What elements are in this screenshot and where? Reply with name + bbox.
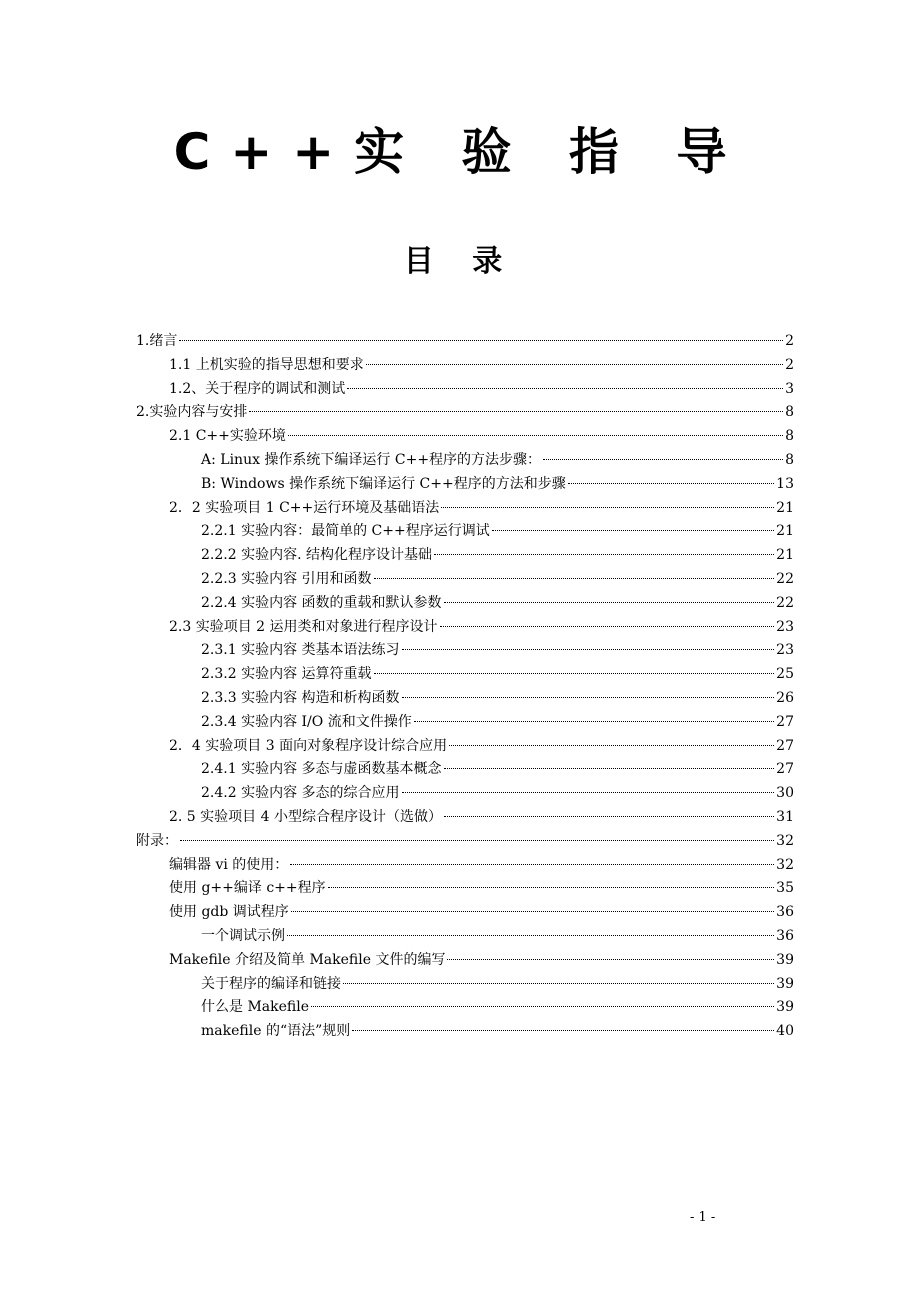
toc-entry-label: 2.3.2 实验内容 运算符重载	[201, 666, 372, 683]
toc-entry-page: 27	[776, 737, 794, 754]
toc-dot-leader	[249, 411, 783, 412]
toc-entry-label: 2．4 实验项目 3 面向对象程序设计综合应用	[169, 737, 448, 754]
toc-heading: 目 录	[403, 244, 517, 279]
toc-entry-label: 2.3 实验项目 2 运用类和对象进行程序设计	[169, 618, 438, 635]
toc-entry-page: 23	[776, 642, 794, 659]
toc-entry-label: 2.1 C++实验环境	[169, 428, 286, 445]
document-title: C++实 验 指 导	[173, 123, 747, 181]
toc-dot-leader	[374, 578, 775, 579]
toc-entry[interactable]	[136, 568, 794, 592]
toc-entry[interactable]	[136, 663, 794, 687]
toc-entry-page: 3	[785, 380, 794, 397]
toc-dot-leader	[328, 887, 775, 888]
toc-entry-label: 1.绪言	[136, 333, 178, 349]
toc-dot-leader	[288, 435, 783, 436]
toc-entry[interactable]	[136, 592, 794, 616]
toc-dot-leader	[543, 459, 783, 460]
toc-dot-leader	[444, 768, 775, 769]
toc-entry-page: 32	[776, 856, 794, 873]
toc-dot-leader	[441, 507, 774, 508]
toc-entry[interactable]	[136, 687, 794, 711]
toc-entry-label: 1.2、关于程序的调试和测试	[169, 380, 346, 397]
toc-entry-label: 2.4.1 实验内容 多态与虚函数基本概念	[201, 761, 442, 778]
toc-entry[interactable]	[136, 830, 794, 854]
toc-entry[interactable]	[136, 473, 794, 497]
toc-entry-page: 39	[776, 951, 794, 968]
toc-dot-leader	[366, 364, 783, 365]
toc-entry-page: 21	[776, 547, 794, 564]
toc-entry[interactable]	[136, 520, 794, 544]
toc-entry[interactable]	[136, 1020, 794, 1044]
toc-entry[interactable]	[136, 616, 794, 640]
toc-entry-label: 一个调试示例	[201, 927, 285, 944]
toc-entry-page: 26	[776, 689, 794, 706]
toc-entry-page: 22	[776, 594, 794, 611]
toc-entry-label: 1.1 上机实验的指导思想和要求	[169, 356, 364, 373]
toc-entry-label: makefile 的“语法”规则	[201, 1023, 351, 1040]
toc-dot-leader	[179, 340, 783, 341]
toc-dot-leader	[374, 673, 775, 674]
toc-entry-page: 2	[785, 356, 794, 373]
toc-entry-page: 36	[776, 927, 794, 944]
toc-entry-label: 2.4.2 实验内容 多态的综合应用	[201, 785, 400, 802]
toc-entry[interactable]	[136, 854, 794, 878]
toc-entry-label: Makefile 介绍及简单 Makefile 文件的编写	[169, 951, 446, 968]
toc-dot-leader	[287, 935, 774, 936]
toc-entry-page: 30	[776, 785, 794, 802]
table-of-contents	[136, 330, 794, 1044]
toc-entry-page: 27	[776, 713, 794, 730]
toc-entry-page: 40	[776, 1023, 794, 1040]
toc-entry-page: 22	[776, 570, 794, 587]
toc-entry[interactable]	[136, 901, 794, 925]
toc-dot-leader	[352, 1030, 774, 1031]
toc-entry[interactable]	[136, 996, 794, 1020]
toc-entry-label: 2. 5 实验项目 4 小型综合程序设计（选做）	[169, 808, 442, 825]
page-number: - 1 -	[690, 1210, 716, 1225]
toc-dot-leader	[444, 602, 775, 603]
toc-entry-page: 21	[776, 499, 794, 516]
toc-entry-page: 27	[776, 761, 794, 778]
toc-entry-label: B: Windows 操作系统下编译运行 C++程序的方法和步骤	[201, 475, 566, 492]
toc-entry-label: 2.3.1 实验内容 类基本语法练习	[201, 642, 400, 659]
toc-entry-page: 8	[785, 428, 794, 445]
toc-entry-page: 21	[776, 523, 794, 540]
toc-dot-leader	[402, 792, 775, 793]
toc-entry[interactable]	[136, 449, 794, 473]
toc-dot-leader	[291, 911, 774, 912]
toc-dot-leader	[568, 483, 774, 484]
toc-entry-label: 2.2.3 实验内容 引用和函数	[201, 570, 372, 587]
toc-entry[interactable]	[136, 806, 794, 830]
toc-entry[interactable]	[136, 497, 794, 521]
toc-dot-leader	[180, 840, 774, 841]
toc-entry[interactable]	[136, 758, 794, 782]
toc-dot-leader	[311, 1006, 774, 1007]
toc-entry-label: 2.2.2 实验内容. 结构化程序设计基础	[201, 547, 432, 564]
toc-entry-page: 23	[776, 618, 794, 635]
toc-dot-leader	[402, 697, 775, 698]
toc-entry[interactable]	[136, 711, 794, 735]
toc-entry-label: 关于程序的编译和链接	[201, 975, 341, 992]
toc-entry[interactable]	[136, 354, 794, 378]
toc-dot-leader	[449, 745, 774, 746]
toc-dot-leader	[402, 649, 775, 650]
toc-entry-page: 8	[785, 451, 794, 468]
toc-entry[interactable]	[136, 735, 794, 759]
toc-entry[interactable]	[136, 973, 794, 997]
toc-entry[interactable]	[136, 877, 794, 901]
toc-entry-label: 2．2 实验项目 1 C++运行环境及基础语法	[169, 499, 440, 516]
toc-dot-leader	[440, 626, 775, 627]
toc-entry-page: 31	[776, 808, 794, 825]
toc-dot-leader	[492, 530, 774, 531]
toc-entry[interactable]	[136, 330, 794, 354]
toc-entry[interactable]	[136, 639, 794, 663]
toc-entry-page: 32	[776, 832, 794, 849]
toc-entry-page: 2	[785, 333, 794, 349]
toc-entry-label: 什么是 Makefile	[201, 999, 310, 1016]
toc-entry-page: 39	[776, 975, 794, 992]
toc-entry[interactable]	[136, 949, 794, 973]
toc-dot-leader	[414, 721, 774, 722]
toc-entry-label: 2.2.1 实验内容：最简单的 C++程序运行调试	[201, 523, 490, 540]
toc-dot-leader	[290, 864, 774, 865]
toc-entry-page: 35	[776, 880, 794, 897]
toc-entry[interactable]	[136, 378, 794, 402]
toc-entry[interactable]	[136, 782, 794, 806]
toc-entry-page: 8	[785, 404, 794, 421]
toc-entry[interactable]	[136, 425, 794, 449]
toc-entry[interactable]	[136, 544, 794, 568]
toc-entry-label: 2.实验内容与安排	[136, 404, 248, 421]
toc-entry-label: A: Linux 操作系统下编译运行 C++程序的方法步骤：	[201, 451, 542, 468]
toc-entry-page: 36	[776, 904, 794, 921]
toc-entry-label: 2.2.4 实验内容 函数的重载和默认参数	[201, 594, 442, 611]
toc-entry[interactable]	[136, 401, 794, 425]
toc-entry-label: 2.3.3 实验内容 构造和析构函数	[201, 689, 400, 706]
toc-dot-leader	[434, 554, 774, 555]
toc-dot-leader	[347, 388, 783, 389]
toc-dot-leader	[444, 816, 774, 817]
toc-entry-label: 使用 gdb 调试程序	[169, 904, 289, 921]
toc-entry-page: 13	[776, 475, 794, 492]
toc-entry-label: 2.3.4 实验内容 I/O 流和文件操作	[201, 713, 412, 730]
toc-entry-label: 使用 g++编译 c++程序	[169, 880, 326, 897]
toc-dot-leader	[447, 959, 774, 960]
toc-entry-page: 39	[776, 999, 794, 1016]
toc-entry[interactable]	[136, 925, 794, 949]
toc-dot-leader	[343, 983, 774, 984]
toc-entry-label: 编辑器 vi 的使用：	[169, 856, 289, 873]
toc-entry-label: 附录：	[136, 832, 178, 849]
toc-entry-page: 25	[776, 666, 794, 683]
